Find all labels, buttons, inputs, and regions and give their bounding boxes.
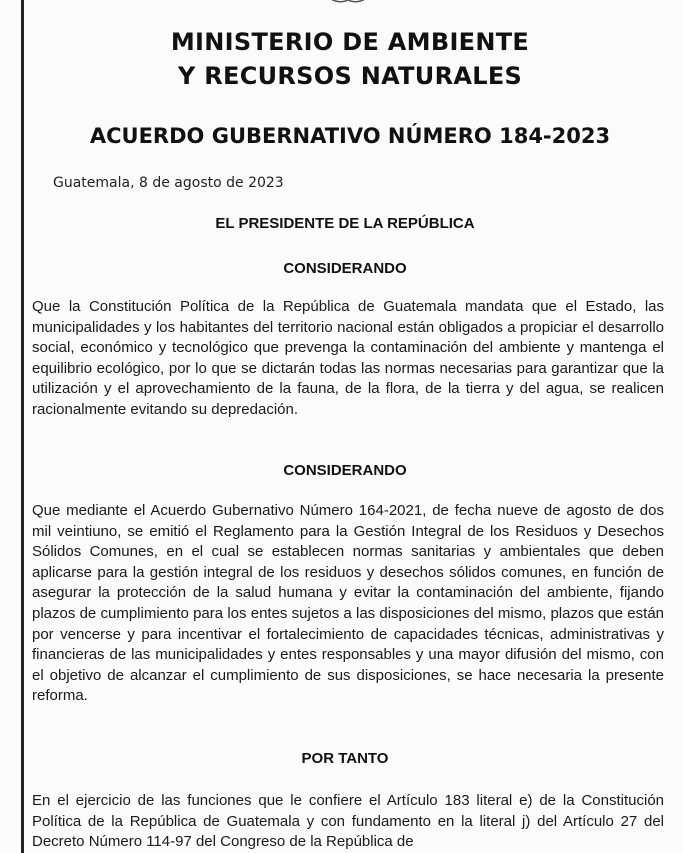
coat-of-arms-icon [318, 0, 378, 10]
considerando-heading-2: CONSIDERANDO [283, 462, 407, 479]
document-date: Guatemala, 8 de agosto de 2023 [53, 175, 284, 191]
considerando-paragraph-2: Que mediante el Acuerdo Gubernativo Número 164-2021, de fecha nueve de agosto de dos mil veintiuno, se emitió el Reglamento para la Gestión Integral de los Residuos y Desechos Sólidos Comunes, en el cual se establecen normas sanitarias y ambientales que deben aplicarse para la gestión integral de los residuos y desechos sólidos comunes, en función de asegurar la protección de la salud humana y evitar la contaminación del ambiente, fijando plazos de cumplimiento para los entes sujetos a las disposiciones del mismo, plazos que están por vencerse y para incentivar el fortalecimiento de capacidades técnicas, administrativas y financieras de las municipalidades y entes responsables y una mayor difusión del mismo, con el objetivo de alcanzar el cumplimiento de sus disposiciones, se hace necesaria la presente reforma. [32, 502, 664, 705]
considerando-heading-1: CONSIDERANDO [283, 260, 407, 277]
president-heading: EL PRESIDENTE DE LA REPÚBLICA [215, 215, 475, 232]
considerando-paragraph-1: Que la Constitución Política de la República de Guatemala mandata que el Estado, las municipalidades y los habitantes del territorio nacional están obligados a propiciar el desarrollo social, económico y tecnológico que prevenga la contaminación del ambiente y mantenga el equilibrio ecológico, por lo que se dictarán todas las normas necesarias para garantizar que la utilización y el aprovechamiento de la fauna, de la flora, de la tierra y del agua, se realicen racionalmente evitando su depredación. [32, 298, 664, 418]
left-margin-rule [21, 0, 24, 853]
acuerdo-title: ACUERDO GUBERNATIVO NÚMERO 184-2023 [89, 124, 611, 148]
por-tanto-heading: POR TANTO [301, 750, 389, 767]
por-tanto-paragraph: En el ejercicio de las funciones que le confiere el Artículo 183 literal e) de la Constitución Política de la República de Guatemala y con fundamento en la literal j) del Artículo 27 del Decreto Número 114-97 del Congreso de la República de [32, 792, 664, 851]
ministry-title-line2: Y RECURSOS NATURALES [177, 62, 523, 90]
ministry-title-line1: MINISTERIO DE AMBIENTE [170, 28, 530, 56]
